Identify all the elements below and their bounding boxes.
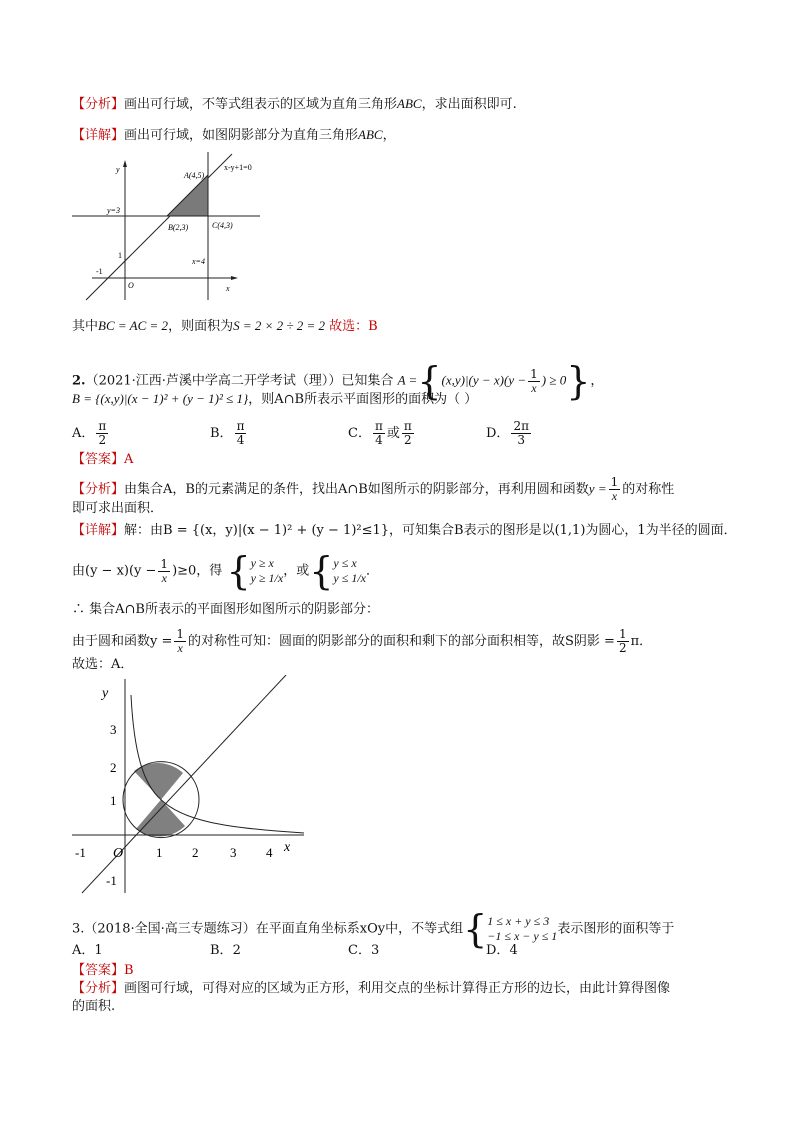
detail-text: π． — [630, 634, 653, 649]
frac-num: 2π — [513, 419, 529, 433]
set-a-body: (x,y)|(y − x)(y − — [441, 372, 527, 388]
q3-number: 3. — [72, 921, 85, 937]
triangle-name: ABC — [397, 96, 422, 111]
option-label: A． — [72, 943, 95, 958]
option-fraction-2 — [402, 420, 414, 447]
detail-end: ， — [382, 128, 396, 143]
x-axis-label: x — [226, 284, 230, 293]
tick-minus1-label: -1 — [96, 267, 103, 276]
q3-answer-line — [72, 962, 134, 980]
frac-den: 2 — [403, 433, 412, 447]
option-or: 或 — [386, 426, 400, 441]
x-tick-1: 1 — [156, 845, 163, 860]
q3-source: （2018·全国·高三专题练习）在平面直角坐标系xOy中，不等式组 — [84, 921, 464, 937]
analysis-text: 画图可行域，可得对应的区域为正方形，利用交点的坐标计算得正方形的边长，由此计算得图像 — [124, 981, 671, 996]
set-a-open-brace: { — [417, 359, 442, 403]
option-label: A． — [72, 426, 95, 441]
y-axis-label: y — [102, 686, 109, 701]
frac-num: 1 — [530, 366, 538, 381]
x-tick-minus1: -1 — [75, 845, 86, 860]
detail-text: )≥0，得 — [172, 563, 223, 579]
option-label: B． — [210, 426, 233, 441]
detail-text: 由于圆和函数y = — [72, 634, 173, 649]
q2-question-end: ，则A∩B所表示平面图形的面积为（ ） — [248, 392, 478, 407]
result-math: BC = AC = 2 — [98, 318, 169, 333]
y-tick-1: 1 — [110, 793, 117, 808]
q2-source: （2021·江西·芦溪中学高二开学考试（理））已知集合 — [85, 373, 394, 389]
q3-analysis-line1 — [72, 980, 670, 998]
detail-tag: 【详解】 — [72, 128, 125, 143]
frac-den: 3 — [517, 433, 526, 447]
x-tick-2: 2 — [192, 845, 199, 860]
system-2 — [333, 556, 366, 586]
analysis-end: ，求出面积即可. — [421, 97, 517, 112]
y-tick-minus1: -1 — [106, 873, 117, 888]
frac-num: 1 — [610, 475, 619, 489]
q2-answer-line — [72, 451, 133, 469]
option-value: 4 — [509, 943, 518, 958]
option-fraction — [235, 420, 247, 447]
analysis-line — [72, 95, 517, 114]
answer-tag: 【答案】 — [72, 963, 125, 978]
frac-den: 4 — [375, 433, 383, 447]
q2-stem-line2 — [72, 390, 477, 409]
result-choice: 故选：B — [329, 319, 378, 334]
x4-label: x=4 — [192, 257, 205, 266]
triangle-name: ABC — [358, 127, 383, 142]
y-tick-3: 3 — [110, 722, 117, 737]
q2-detail-line5: 故选：A． — [72, 657, 134, 672]
func-fraction — [174, 628, 186, 655]
circle-hyperbola-figure — [72, 675, 312, 895]
point-c-label: C(4,3) — [212, 221, 233, 230]
option-value: 1 — [94, 943, 103, 958]
frac-den: 2 — [618, 641, 627, 655]
shaded-lower — [136, 800, 185, 837]
point-a-label: A(4,5) — [184, 171, 205, 180]
option-fraction — [96, 420, 108, 447]
q2-detail-line2: 由(y − x)(y − $\frac{1}{x}$ )≥0，得 { y ≥ x y ≥ 1/x ，或{ y ≤ x y ≤ 1/x ． — [72, 549, 380, 593]
frac-den: x — [611, 489, 618, 503]
system-brace: { — [309, 549, 334, 593]
option-value: 2 — [232, 943, 241, 958]
shaded-triangle — [167, 175, 208, 216]
line-label: x-y+1=0 — [224, 163, 252, 172]
origin-label: O — [128, 281, 134, 290]
q2-detail-line4 — [72, 628, 652, 655]
result-math2: S = 2 × 2 ÷ 2 = 2 — [233, 318, 326, 333]
analysis-text: 画出可行域，不等式组表示的区域为直角三角形 — [124, 97, 398, 112]
system-top: y ≥ x — [250, 556, 274, 570]
q3-question-end: 表示图形的面积等于 — [557, 921, 675, 937]
result-line — [72, 317, 378, 336]
system-brace: { — [226, 549, 251, 593]
ineq-2: −1 ≤ x − y ≤ 1 — [487, 929, 558, 943]
feasible-region-figure — [72, 150, 272, 305]
x-axis-label: x — [284, 840, 291, 855]
system-brace: { — [463, 907, 488, 951]
y-axis-label: y — [116, 165, 120, 174]
analysis-tag: 【分析】 — [72, 97, 125, 112]
system-1 — [251, 556, 284, 586]
func-y: y = — [588, 481, 607, 496]
q3-system — [487, 914, 557, 944]
frac-num: π — [403, 419, 412, 433]
set-a-end: ) ≥ 0 — [541, 372, 567, 388]
frac-num: 1 — [160, 556, 169, 571]
q3-option-d[interactable] — [486, 942, 518, 960]
set-a-pre: A = — [397, 372, 418, 388]
analysis-tag: 【分析】 — [72, 981, 125, 996]
option-value: 3 — [370, 943, 380, 958]
option-label: C． — [348, 943, 371, 958]
result-mid: ，则面积为 — [168, 319, 234, 334]
q2-option-d[interactable] — [486, 420, 533, 447]
q2-stem-line1: 2.（2021·江西·芦溪中学高二开学考试（理））已知集合 A ={(x,y)|(y − x)(y − $\frac{1}{x}$ ) ≥ 0}， — [72, 359, 604, 403]
answer-value: A — [124, 452, 134, 467]
result-pre: 其中 — [72, 319, 99, 334]
system-top: y ≤ x — [333, 556, 357, 570]
frac-num: π — [236, 419, 245, 433]
point-b-label: B(2,3) — [168, 223, 189, 232]
option-label: D． — [486, 943, 510, 958]
q3-option-b[interactable] — [210, 942, 241, 960]
detail-text: 解：由B = {(x，y)|(x − 1)² + (y − 1)²≤1}，可知集合B表示的图形是以(1,1)为圆心，1为半径的圆面． — [124, 523, 737, 538]
q2-analysis-line2: 即可求出面积． — [72, 501, 164, 516]
detail-text: 的对称性可知：圆面的阴影部分的面积和剩下的部分面积相等，故S阴影 = — [188, 634, 615, 649]
inline-fraction — [158, 558, 170, 585]
frac-den: 4 — [236, 433, 245, 447]
q2-number: 2. — [72, 373, 86, 389]
half-fraction — [617, 628, 629, 655]
option-label: C． — [348, 426, 371, 441]
frac-num: 1 — [618, 627, 627, 641]
tick-1-label: 1 — [118, 251, 122, 260]
shaded-upper — [134, 763, 183, 800]
y-axis-arrow — [123, 160, 127, 167]
answer-value: B — [124, 963, 134, 978]
analysis-text: 由集合A，B的元素满足的条件，找出A∩B如图所示的阴影部分，再利用圆和函数 — [124, 482, 589, 497]
origin-label: O — [113, 846, 124, 861]
system-or: ，或 — [283, 563, 310, 579]
frac-den: x — [161, 570, 167, 585]
frac-num: 1 — [176, 627, 185, 641]
q3-option-a[interactable] — [72, 942, 103, 960]
system-bottom: y ≤ 1/x — [333, 571, 366, 585]
q2-option-b[interactable] — [210, 420, 248, 447]
frac-den: x — [531, 380, 537, 395]
q2-detail-line1 — [72, 522, 737, 540]
x-tick-4: 4 — [266, 845, 273, 860]
option-label: B． — [210, 943, 233, 958]
analysis-tag: 【分析】 — [72, 482, 125, 497]
analysis-text-end: 的对称性 — [622, 482, 675, 497]
option-fraction — [511, 420, 531, 447]
q2-option-a[interactable] — [72, 420, 110, 447]
detail-text: 由(y − x)(y − — [72, 563, 157, 579]
option-fraction — [373, 420, 385, 447]
set-a-close-brace: } — [566, 359, 591, 403]
x-tick-3: 3 — [230, 845, 237, 860]
y3-label: y=3 — [107, 206, 120, 215]
q2-option-c[interactable] — [348, 420, 416, 447]
option-label: D． — [486, 426, 510, 441]
q3-analysis-line2: 的面积. — [72, 999, 116, 1014]
detail-text: 画出可行域，如图阴影部分为直角三角形 — [124, 128, 359, 143]
frac-den: x — [177, 641, 183, 655]
detail-tag: 【详解】 — [72, 523, 125, 538]
answer-tag: 【答案】 — [72, 452, 125, 467]
set-a-fraction — [528, 368, 540, 395]
detail-line — [72, 126, 396, 145]
q3-option-c[interactable] — [348, 942, 379, 960]
func-fraction — [609, 476, 621, 503]
frac-den: 2 — [98, 433, 107, 447]
set-b: B = {(x,y)|(x − 1)² + (y − 1)² ≤ 1} — [72, 391, 249, 406]
ineq-1: 1 ≤ x + y ≤ 3 — [487, 914, 550, 928]
x-axis-arrow — [231, 276, 238, 280]
system-bottom: y ≥ 1/x — [250, 571, 284, 585]
q2-analysis-line1 — [72, 476, 674, 503]
y-tick-2: 2 — [110, 760, 117, 775]
frac-num: π — [98, 419, 107, 433]
q2-detail-line3: ∴ 集合A∩B所表示的平面图形如图所示的阴影部分： — [72, 602, 379, 617]
frac-num: π — [374, 419, 383, 433]
